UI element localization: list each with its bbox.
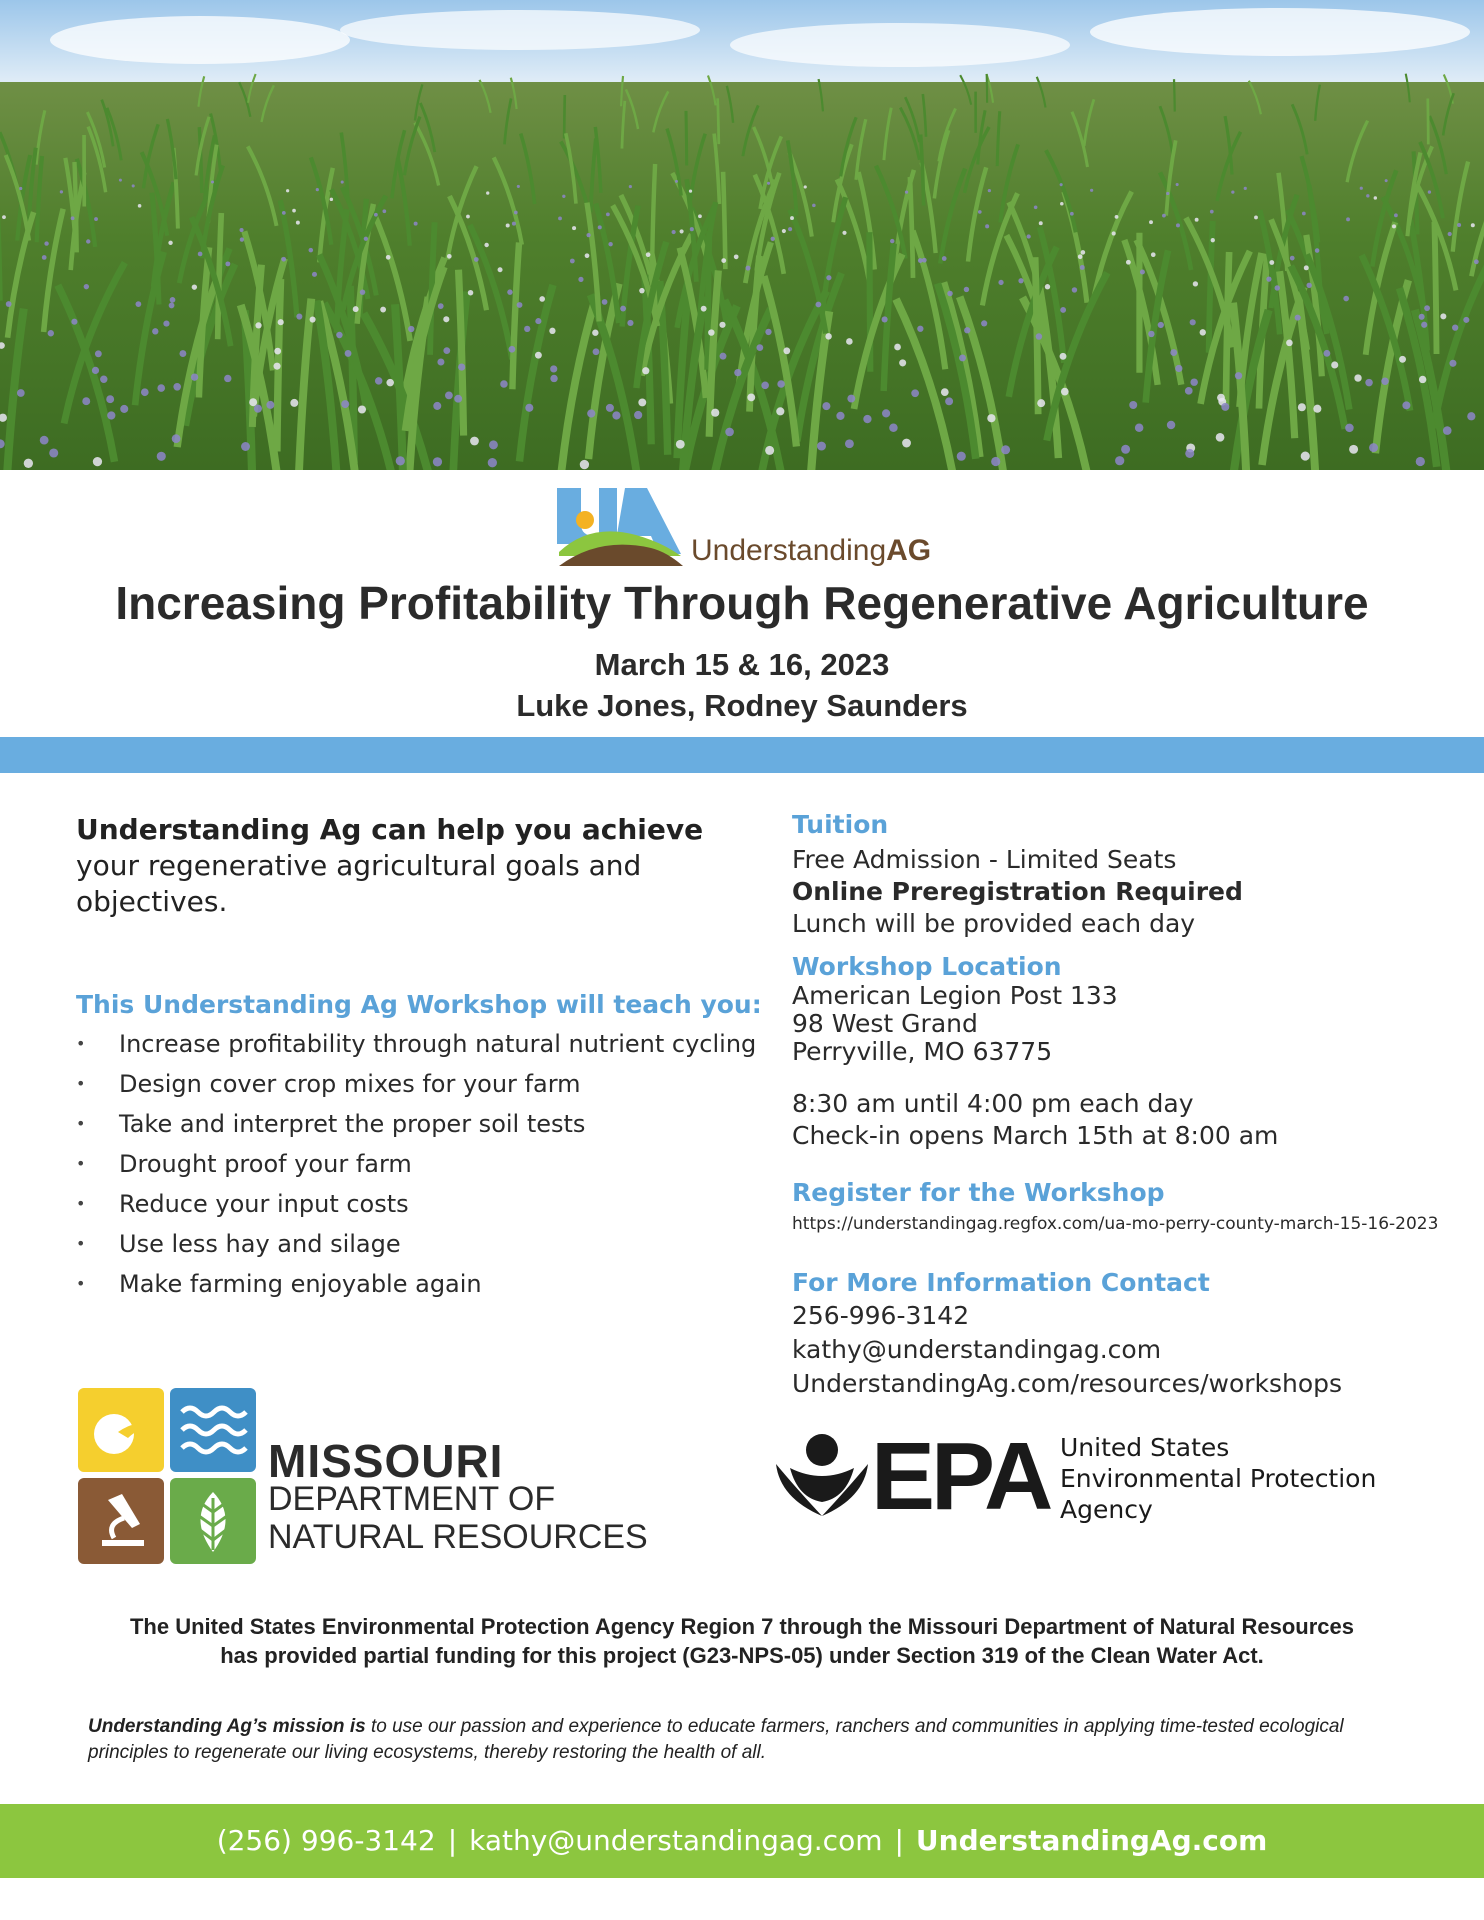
ua-mark-icon — [555, 484, 685, 568]
contact-heading: For More Information Contact — [792, 1268, 1210, 1297]
list-item: • Take and interpret the proper soil tests — [76, 1104, 756, 1144]
footer-website[interactable]: UnderstandingAg.com — [915, 1824, 1268, 1857]
tuition-line-1: Free Admission - Limited Seats — [792, 845, 1177, 874]
footer-separator: | — [447, 1824, 458, 1857]
mission-statement: Understanding Ag’s mission is to use our passion and experience to educate farmers, ranchers and communities in applying time-tested ecological principles to regenerate our living ecosystems, thereby restoring the health of all. — [88, 1716, 1344, 1763]
list-item: • Use less hay and silage — [76, 1224, 756, 1264]
contact-phone[interactable]: 256-996-3142 — [792, 1301, 970, 1330]
list-item: • Make farming enjoyable again — [76, 1264, 756, 1304]
missouri-dnr-wordmark: MISSOURI DEPARTMENT OF NATURAL RESOURCES — [268, 1435, 648, 1556]
location-line-1: American Legion Post 133 — [792, 981, 1118, 1010]
list-item: • Drought proof your farm — [76, 1144, 756, 1184]
epa-full-name: United States Environmental Protection Agency — [1060, 1433, 1377, 1524]
register-heading: Register for the Workshop — [792, 1178, 1165, 1207]
event-dates: March 15 & 16, 2023 — [594, 647, 890, 682]
list-item: • Increase profitability through natural nutrient cycling — [76, 1024, 756, 1064]
tuition-line-2: Online Preregistration Required — [792, 877, 1243, 906]
footer-bar — [0, 1804, 1484, 1878]
workshop-hours: 8:30 am until 4:00 pm each day — [792, 1089, 1194, 1118]
tuition-heading: Tuition — [792, 810, 889, 839]
teach-heading: This Understanding Ag Workshop will teach you: — [76, 990, 762, 1019]
speakers: Luke Jones, Rodney Saunders — [516, 688, 968, 723]
location-line-3: Perryville, MO 63775 — [792, 1037, 1053, 1066]
teach-list — [76, 1024, 756, 1304]
page-title: Increasing Profitability Through Regenerative Agriculture — [115, 577, 1369, 629]
epa-logo — [776, 1423, 1396, 1538]
funding-statement: The United States Environmental Protection Agency Region 7 through the Missouri Department of Natural Resources has provided partial funding for this project (G23-NPS-05) under Section 319 of the Clean Water Act. — [129, 1614, 1355, 1668]
tuition-line-3: Lunch will be provided each day — [792, 909, 1196, 938]
epa-flower-icon — [776, 1428, 868, 1518]
hero-field-photo — [0, 0, 1484, 470]
understandingag-logo — [555, 484, 935, 570]
footer-phone[interactable]: (256) 996-3142 — [216, 1824, 436, 1857]
location-line-2: 98 West Grand — [792, 1009, 978, 1038]
footer-separator: | — [894, 1824, 904, 1857]
missouri-dnr-logo — [78, 1388, 678, 1568]
contact-email[interactable]: kathy@understandingag.com — [792, 1335, 1162, 1364]
missouri-dnr-icon — [78, 1388, 258, 1564]
list-item: • Reduce your input costs — [76, 1184, 756, 1224]
checkin-time: Check-in opens March 15th at 8:00 am — [792, 1121, 1279, 1150]
divider-bar — [0, 737, 1484, 773]
epa-wordmark: EPA — [871, 1423, 1050, 1530]
intro-text: Understanding Ag can help you achieve your regenerative agricultural goals and objectives. — [76, 813, 704, 918]
footer-email[interactable]: kathy@understandingag.com — [469, 1824, 883, 1857]
contact-website[interactable]: UnderstandingAg.com/resources/workshops — [792, 1369, 1343, 1398]
location-heading: Workshop Location — [792, 952, 1062, 981]
logo-wordmark: UnderstandingAG — [691, 534, 932, 567]
register-link[interactable]: https://understandingag.regfox.com/ua-mo-perry-county-march-15-16-2023 — [792, 1214, 1439, 1234]
list-item: • Design cover crop mixes for your farm — [76, 1064, 756, 1104]
